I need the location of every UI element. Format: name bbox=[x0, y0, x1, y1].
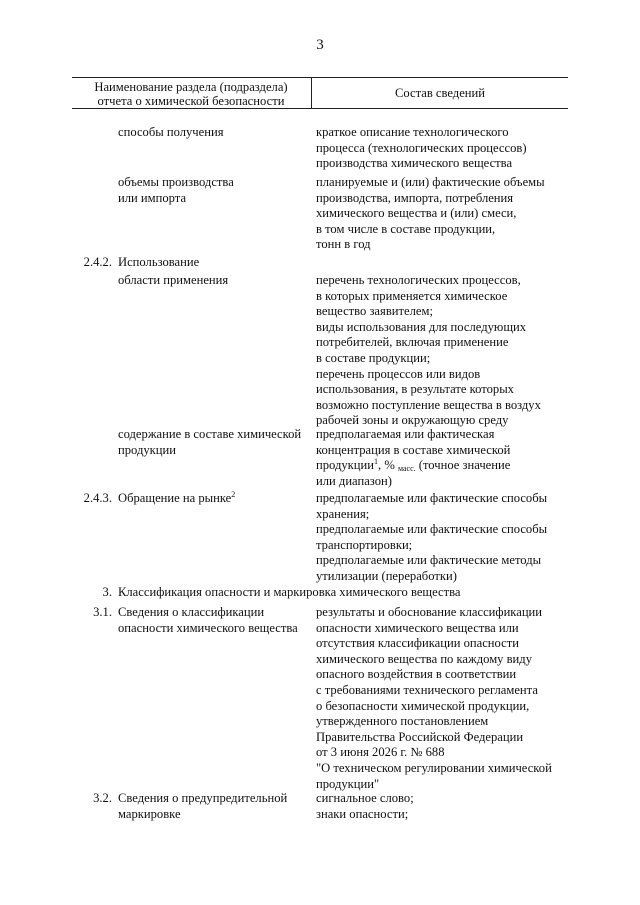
footnote-ref-2: 2 bbox=[231, 490, 236, 499]
row-label: Классификация опасности и маркировка химического вещества bbox=[118, 585, 461, 599]
header-section-name: Наименование раздела (подраздела) отчета о химической безопасности bbox=[94, 80, 288, 108]
page-number: 3 bbox=[316, 37, 324, 53]
row-description: предполагаемые или фактические способы хранения; предполагаемые или фактические способы транспортировки; предполагаемые или фактические методы утилизации (переработки) bbox=[316, 491, 548, 583]
header-content: Состав сведений bbox=[394, 86, 486, 100]
table-header bbox=[72, 77, 568, 109]
footnote-ref-1: 1 bbox=[374, 457, 379, 467]
mass-subscript: масс. bbox=[397, 464, 416, 474]
concentration-line: продукции$^1$, % $_{масс.}$ (точное значение bbox=[316, 457, 511, 474]
row-label: Сведения о классификации опасности химического вещества bbox=[118, 605, 298, 635]
row-description: краткое описание технологического процесса (технологических процессов) производства химического вещества bbox=[316, 125, 527, 171]
row-number: 3.1. bbox=[93, 605, 112, 619]
row-number: 3. bbox=[102, 585, 112, 599]
row-number: 2.4.2. bbox=[83, 255, 112, 269]
row-label: Сведения о предупредительной маркировке bbox=[118, 791, 288, 821]
row-description: планируемые и (или) фактические объемы производства, импорта, потребления химического вещества и (или) смеси, в том числе в составе продукции, тонн в год bbox=[316, 175, 545, 252]
row-description: результаты и обоснование классификации опасности химического вещества или отсутствия классификации опасности химического вещества по каждому виду опасного воздействия в соответствии с требованиями технического регламента о безопасности химической продукции, утвержденного постановлением Правительства Российской Федерации от 3 июня 2026 г. № 688 "О техническом регулировании химической продукции" bbox=[316, 605, 552, 791]
row-label: Использование bbox=[118, 255, 200, 269]
row-label: области применения bbox=[118, 273, 229, 287]
row-description: предполагаемая или фактическая концентрация в составе химической продукции$^1$, % $_{масс.}$ (точное значение или диапазон) bbox=[316, 427, 578, 489]
row-description: сигнальное слово; знаки опасности; bbox=[316, 791, 414, 821]
row-label: объемы производства или импорта bbox=[118, 175, 234, 205]
row-number: 3.2. bbox=[93, 791, 112, 805]
row-label: содержание в составе химической продукции bbox=[118, 427, 302, 457]
row-label: Обращение на рынке$^2$ bbox=[118, 490, 236, 505]
row-description: перечень технологических процессов, в которых применяется химическое вещество заявителем; виды использования для последующих потребителей, включая применение в составе продукции; перечень процессов или видов использования, в результате которых возможно поступление вещества в воздух рабочей зоны и окружающую среду bbox=[316, 273, 541, 428]
row-label: способы получения bbox=[118, 125, 224, 139]
row-number: 2.4.3. bbox=[83, 491, 112, 505]
